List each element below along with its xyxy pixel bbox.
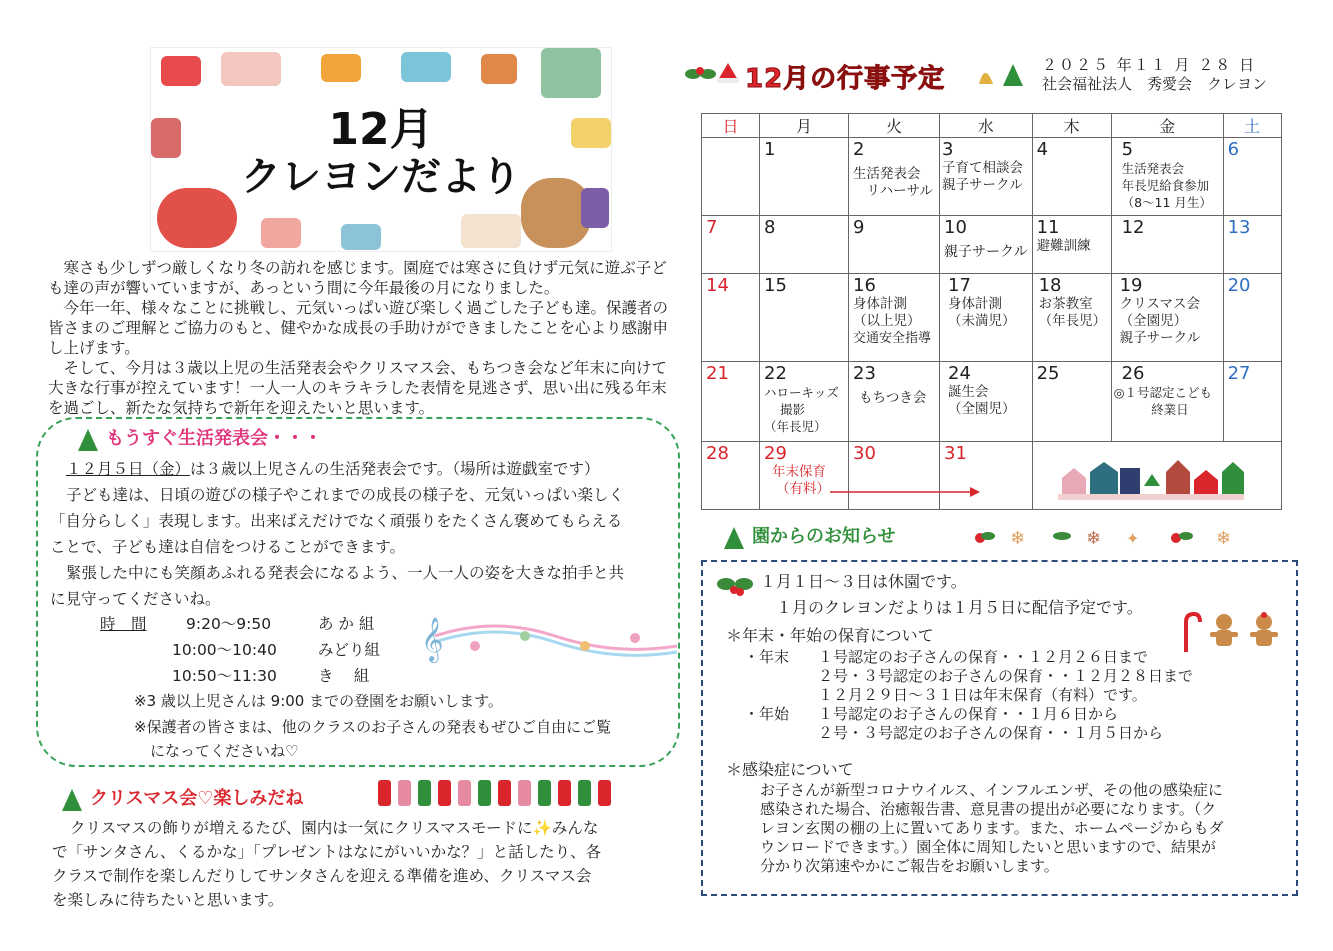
day-number: 7 [706, 217, 718, 238]
notice-line-4-label: ・年末 [744, 648, 790, 666]
weekday-sun: 日 [702, 114, 760, 138]
xmas-line-4: を楽しみに待ちたいと思います。 [52, 891, 284, 909]
day-event: 親子サークル [942, 177, 1023, 193]
cake-icon [461, 214, 521, 248]
day-event: （8〜11 月生） [1121, 195, 1212, 210]
notice-line-13: ウンロードできます。）園全体に周知したいと思いますので、結果が [760, 838, 1217, 856]
day-event: 避難訓練 [1036, 238, 1091, 254]
schedule-group-1: あ か 組 [318, 615, 375, 633]
day-event: （未満児） [948, 313, 1016, 329]
day-number: 4 [1036, 139, 1049, 160]
calendar-day [702, 362, 760, 442]
gift-icon [261, 218, 301, 248]
day-number: 27 [1227, 363, 1251, 384]
day-event: 身体計測 [853, 296, 907, 312]
schedule-group-2: みどり組 [318, 641, 381, 659]
day-event: リハーサル [853, 183, 933, 199]
calendar-day [1032, 362, 1111, 442]
svg-text:𝄞: 𝄞 [421, 617, 444, 661]
calendar-day [940, 362, 1033, 442]
calendar-day [1223, 362, 1281, 442]
notice-line-12: レヨン玄関の棚の上に置いてあります。また、ホームページからもダ [760, 819, 1224, 837]
banner-title-month: 12月 [328, 104, 434, 155]
calendar-week-1 [702, 138, 1282, 216]
presentation-line-1-rest: は３歳以上児さんの生活発表会です。（場所は遊戯室です） [190, 460, 600, 478]
day-event: お茶教室 [1038, 296, 1093, 312]
calendar-day [849, 138, 940, 216]
svg-text:✦: ✦ [1126, 529, 1140, 548]
presentation-note-1: ※3 歳以上児さんは 9:00 までの登園をお願いします。 [134, 692, 503, 710]
day-number: 9 [853, 217, 865, 238]
organization-name: 社会福祉法人 秀愛会 クレヨン [1042, 75, 1268, 93]
day-event: 交通安全指導 [853, 331, 932, 346]
gift-icon [321, 54, 361, 82]
schedule-time-2: 10:00〜10:40 [172, 641, 277, 659]
presentation-title: もうすぐ生活発表会・・・ [106, 428, 322, 449]
presentation-line-6: に見守ってくださいね。 [50, 590, 221, 608]
presentation-date: １２月５日（金） [66, 460, 191, 478]
calendar-day [940, 442, 1033, 510]
presentation-line-1 [50, 456, 675, 482]
notice-line-3: ＊年末・年始の保育について [726, 626, 934, 645]
bell-tree-icon [975, 60, 1025, 88]
calendar-day [1223, 274, 1281, 362]
xmas-line-1: クリスマスの飾りが増えるたび、園内は一気にクリスマスモードに✨みんな [70, 819, 599, 837]
day-event: 生活発表会 [853, 166, 921, 182]
day-event: （有料） [776, 481, 830, 497]
day-event: （以上児） [853, 313, 921, 329]
calendar-day [760, 216, 849, 274]
notice-line-1: １月１日〜３日は休園です。 [760, 572, 967, 591]
day-number: 19 [1119, 275, 1143, 296]
xmas-title-row [62, 784, 303, 811]
holly-icon [716, 570, 756, 600]
presentation-note-3: になってくださいね♡ [150, 742, 299, 760]
day-number: 15 [764, 275, 787, 296]
gift-icon [161, 56, 201, 86]
calendar-day [849, 442, 940, 510]
day-event: もちつき会 [859, 390, 927, 406]
day-event: 年長児給食参加 [1121, 178, 1210, 193]
day-number: 31 [944, 443, 967, 464]
calendar-day [940, 274, 1033, 362]
day-number: 12 [1121, 217, 1145, 238]
holly-snowflake-border-icon [966, 522, 1246, 552]
calendar-day [1111, 274, 1223, 362]
weekday-fri: 金 [1111, 114, 1223, 138]
holly-icon [684, 62, 720, 84]
weekday-sat: 土 [1223, 114, 1281, 138]
day-event: ハローキッズ [764, 385, 839, 400]
day-number: 26 [1121, 363, 1145, 384]
weekday-mon: 月 [760, 114, 849, 138]
day-number: 5 [1121, 139, 1134, 160]
notice-title-row [724, 522, 895, 549]
presentation-body [50, 456, 675, 612]
presentation-line-4: ことで、子ども達は自信をつけることができます。 [50, 538, 405, 556]
day-number: 24 [948, 363, 971, 384]
notice-line-7-label: ・年始 [744, 705, 790, 723]
day-number: 17 [948, 275, 971, 296]
calendar-day [702, 216, 760, 274]
santa-hat-icon [716, 60, 740, 84]
notice-line-2: １月のクレヨンだよりは１月５日に配信予定です。 [776, 598, 1143, 617]
present-icon [221, 52, 281, 86]
notice-line-5: ２号・３号認定のお子さんの保育・・１２月２８日まで [818, 667, 1194, 685]
gingerbread-icon [1180, 612, 1284, 658]
notice-line-7: １号認定のお子さんの保育・・１月６日から [818, 705, 1119, 723]
schedule-time-3: 10:50〜11:30 [172, 667, 277, 685]
calendar-day [1032, 138, 1111, 216]
xmas-line-2: で「サンタさん、くるかな」「プレゼントはなにがいいかな？」と話したり、各 [52, 843, 602, 861]
notice-line-11: 感染された場合、治癒報告書、意見書の提出が必要になります。（ク [760, 800, 1217, 818]
calendar-week-2 [702, 216, 1282, 274]
gift-icon [341, 224, 381, 250]
christmas-tree-icon [724, 527, 744, 549]
day-number: 8 [764, 217, 776, 238]
day-event: （全園児） [948, 401, 1016, 417]
day-number: 22 [764, 363, 787, 384]
day-event: （全園児） [1119, 313, 1188, 329]
day-number: 20 [1227, 275, 1251, 296]
day-number: 3 [942, 139, 954, 160]
calendar-day [1111, 362, 1223, 442]
banner-title-name: クレヨンだより [241, 154, 521, 200]
day-event: 撮影 [780, 402, 806, 417]
calendar-day [760, 362, 849, 442]
day-number: 29 [764, 443, 787, 464]
day-number: 18 [1038, 275, 1062, 296]
svg-text:❄: ❄ [1086, 528, 1102, 549]
christmas-tree-icon [78, 429, 98, 451]
calendar-day [760, 442, 849, 510]
day-number: 13 [1227, 217, 1251, 238]
notice-title: 園からのお知らせ [752, 526, 896, 547]
issue-date: ２０２５ 年１１ 月 ２８ 日 [1042, 56, 1257, 74]
day-event: クリスマス会 [1119, 296, 1201, 312]
arrow-right-icon [830, 484, 982, 498]
calendar-week-3 [702, 274, 1282, 362]
calendar-day [849, 274, 940, 362]
present-title-row [78, 424, 322, 451]
notice-line-6: １２月２９日〜３１日は年末保育（有料）です。 [818, 686, 1147, 704]
snowflake-icon [401, 52, 451, 82]
calendar-day [940, 138, 1033, 216]
calendar-day [702, 274, 760, 362]
presentation-line-5: 緊張した中にも笑顔あふれる発表会になるよう、一人一人の姿を大きな拍手と共 [66, 564, 625, 582]
calendar-day [849, 216, 940, 274]
day-event: （年長児） [764, 419, 827, 434]
calendar-day [1032, 216, 1111, 274]
day-number: 10 [944, 217, 967, 238]
day-event: 生活発表会 [1121, 161, 1185, 176]
day-number: 2 [853, 139, 865, 160]
time-label: 時 間 [100, 615, 147, 633]
presentation-line-2: 子ども達は、日頃の遊びの様子やこれまでの成長の様子を、元気いっぱい楽しく [66, 486, 625, 504]
day-number: 25 [1036, 363, 1060, 384]
day-event: 誕生会 [948, 384, 989, 400]
calendar-day [849, 362, 940, 442]
day-number: 23 [853, 363, 876, 384]
weekday-header-row [702, 114, 1282, 138]
day-event: （年長児） [1038, 313, 1107, 329]
notice-line-4: １号認定のお子さんの保育・・１２月２６日まで [818, 648, 1149, 666]
calendar-day [1032, 274, 1111, 362]
calendar-day [940, 216, 1033, 274]
xmas-line-3: クラスで制作を楽しんだりしてサンタさんを迎える準備を進め、クリスマス会 [52, 867, 592, 885]
weekday-wed: 水 [940, 114, 1033, 138]
day-number: 16 [853, 275, 876, 296]
notice-line-9: ＊感染症について [726, 760, 854, 779]
presentation-line-3: 「自分らしく」表現します。出来ばえだけでなく頑張りをたくさん褒めてもらえる [50, 512, 623, 530]
day-event: ◎１号認定こども [1113, 385, 1213, 400]
day-number: 11 [1036, 217, 1060, 238]
day-number: 6 [1227, 139, 1240, 160]
title-banner [150, 47, 612, 252]
presentation-note-2: ※保護者の皆さまは、他のクラスのお子さんの発表もぜひご自由にご覧 [134, 718, 612, 736]
weekday-thu: 木 [1032, 114, 1111, 138]
schedule-title: 12月の行事予定 [745, 64, 946, 94]
calendar-day [1111, 216, 1223, 274]
notice-line-10: お子さんが新型コロナウイルス、インフルエンザ、その他の感染症に [760, 781, 1223, 799]
notice-line-14: 分かり次第速やかにご報告をお願いします。 [760, 857, 1059, 875]
calendar-day [702, 442, 760, 510]
tree-icon [541, 48, 601, 98]
calendar-day [1111, 138, 1223, 216]
day-event: 年末保育 [772, 464, 826, 480]
calendar-day [1223, 216, 1281, 274]
svg-text:❄: ❄ [1010, 528, 1026, 549]
weekday-tue: 火 [849, 114, 940, 138]
december-calendar [701, 113, 1282, 510]
music-notes-icon [415, 606, 677, 666]
intro-paragraph-2: 今年一年、様々なことに挑戦し、元気いっぱい遊び楽しく過ごした子ども達。保護者の皆さまのご理解とご協力のもと、健やかな成長の手助けができましたことを心より感謝申し上げます。 [48, 299, 669, 357]
houses-icon [1058, 458, 1244, 502]
xmas-title: クリスマス会♡楽しみだね [90, 788, 304, 809]
intro-paragraph-3: そして、今月は３歳以上児の生活発表会やクリスマス会、もちつき会など年末に向けて大きな行事が控えています！一人一人のキラキラした表情を見逃さず、思い出に残る年末を過ごし、新たな気持ちで新年を迎えたいと思います。 [48, 359, 667, 417]
stockings-icon [378, 780, 618, 810]
calendar-day [702, 138, 760, 216]
intro-text [48, 258, 678, 418]
day-event: 親子サークル [944, 244, 1028, 260]
schedule-group-3: き 組 [318, 667, 370, 685]
day-number: 28 [706, 443, 729, 464]
day-number: 1 [764, 139, 776, 160]
xmas-body [52, 816, 682, 912]
christmas-tree-icon [62, 789, 82, 811]
day-number: 21 [706, 363, 729, 384]
day-number: 30 [853, 443, 876, 464]
calendar-week-4 [702, 362, 1282, 442]
calendar-day [760, 274, 849, 362]
day-number: 14 [706, 275, 729, 296]
day-event: 身体計測 [948, 296, 1002, 312]
calendar-day [760, 138, 849, 216]
day-event: 終業日 [1113, 402, 1189, 417]
cookie-icon [481, 54, 517, 84]
day-event: 子育て相談会 [942, 160, 1023, 176]
intro-paragraph-1: 寒さも少しずつ厳しくなり冬の訪れを感じます。園庭では寒さに負けず元気に遊ぶ子ども達の声が響いていますが、あっという間に今年最後の月になりました。 [48, 259, 667, 297]
schedule-time-1: 9:20〜9:50 [186, 615, 272, 633]
svg-text:❄: ❄ [1216, 528, 1232, 549]
calendar-day [1223, 138, 1281, 216]
notice-line-8: ２号・３号認定のお子さんの保育・・１月５日から [818, 724, 1164, 742]
day-event: 親子サークル [1119, 330, 1201, 346]
